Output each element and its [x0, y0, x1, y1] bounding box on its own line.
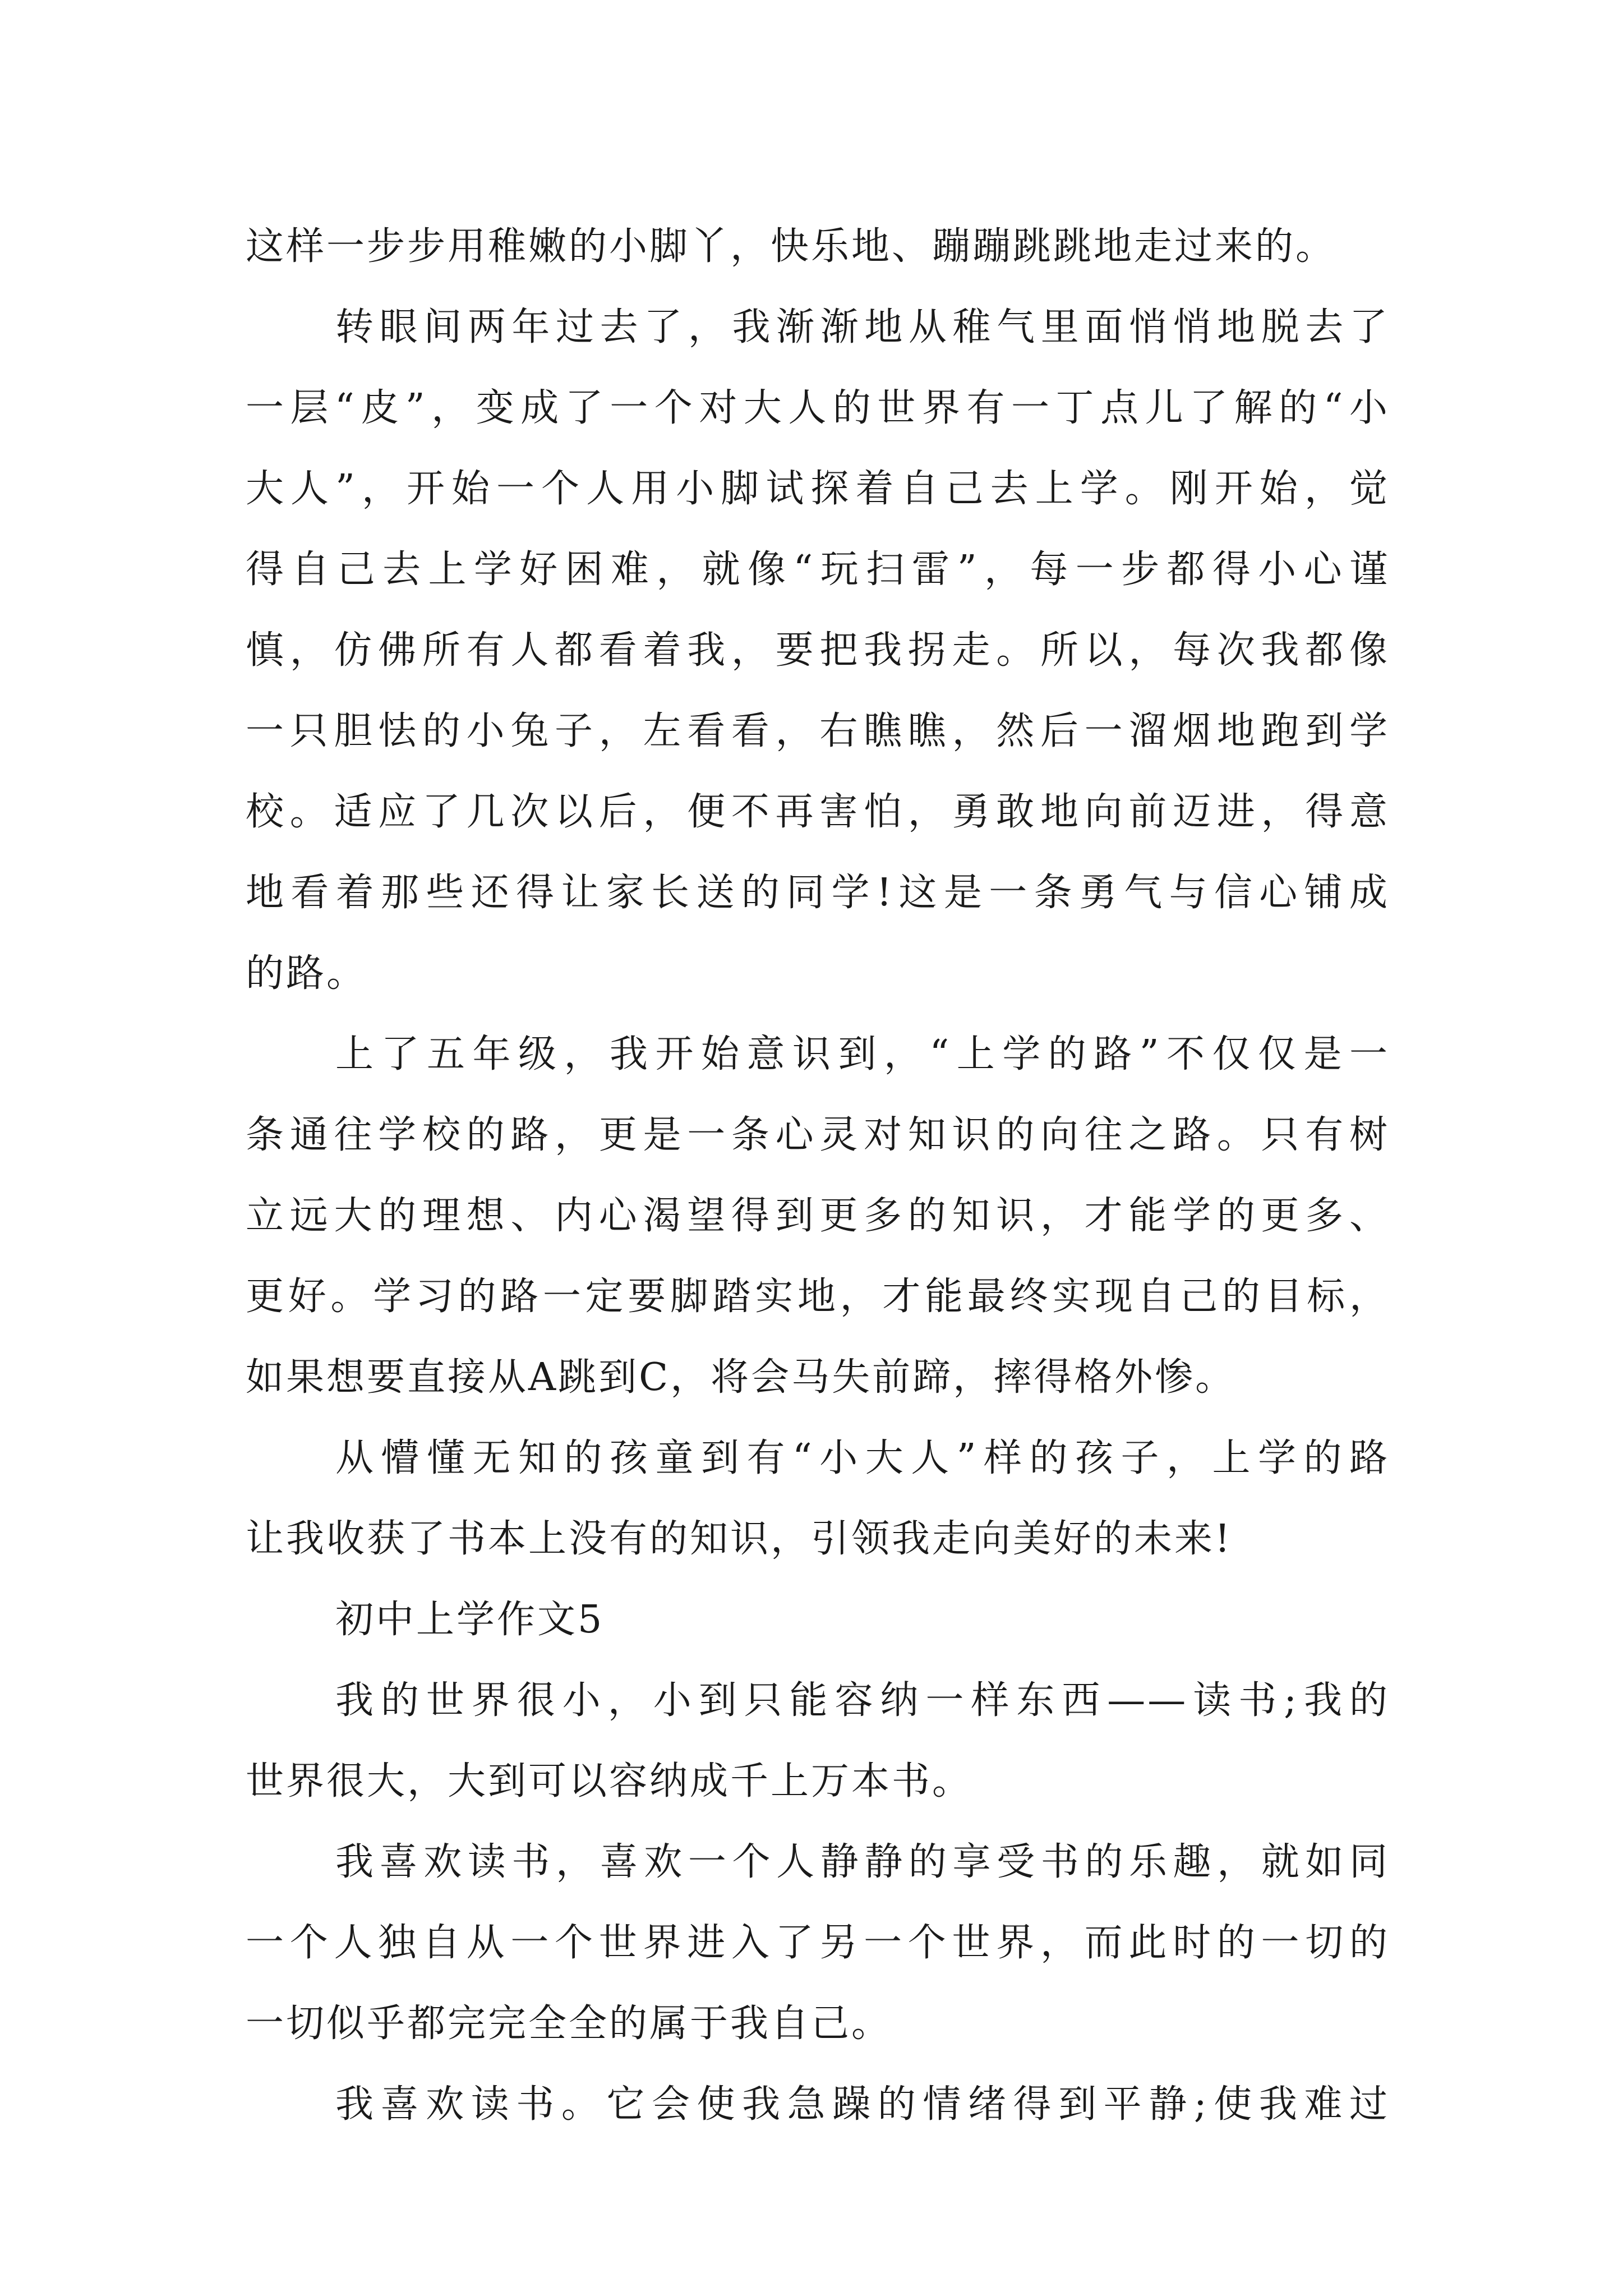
text-line: 世界很大，大到可以容纳成千上万本书。: [246, 1759, 973, 1803]
text-line: 一只胆怯的小兔子，左看看，右瞧瞧，然后一溜烟地跑到学: [246, 709, 1390, 753]
text-line: 初中上学作文5: [335, 1598, 605, 1642]
text-line: 得自己去上学好困难，就像“玩扫雷”，每一步都得小心谨: [246, 547, 1390, 592]
text-line: 校。适应了几次以后，便不再害怕，勇敢地向前迈进，得意: [246, 790, 1390, 834]
body-text: [246, 206, 1390, 2145]
text-line: 更好。学习的路一定要脚踏实地，才能最终实现自己的目标，: [246, 1274, 1390, 1319]
text-line: 上了五年级，我开始意识到，“上学的路”不仅仅是一: [335, 1032, 1390, 1076]
text-line: 大人”，开始一个人用小脚试探着自己去上学。刚开始，觉: [246, 467, 1390, 511]
text-line: 我喜欢读书。它会使我急躁的情绪得到平静;使我难过: [335, 2082, 1390, 2127]
text-line: 我的世界很小，小到只能容纳一样东西——读书;我的: [335, 1678, 1390, 1723]
text-line: 一切似乎都完完全全的属于我自己。: [246, 2001, 892, 2046]
text-line: 这样一步步用稚嫩的小脚丫，快乐地、蹦蹦跳跳地走过来的。: [246, 224, 1336, 269]
text-line: 转眼间两年过去了，我渐渐地从稚气里面悄悄地脱去了: [335, 305, 1390, 349]
text-line: 让我收获了书本上没有的知识，引领我走向美好的未来!: [246, 1517, 1233, 1561]
text-line: 的路。: [246, 951, 367, 996]
text-line: 条通往学校的路，更是一条心灵对知识的向往之路。只有树: [246, 1113, 1390, 1157]
text-line: 我喜欢读书，喜欢一个人静静的享受书的乐趣，就如同: [335, 1840, 1390, 1884]
text-line: 慎，仿佛所有人都看着我，要把我拐走。所以，每次我都像: [246, 628, 1390, 673]
text-line: 一层“皮”，变成了一个对大人的世界有一丁点儿了解的“小: [246, 386, 1390, 430]
text-line: 地看着那些还得让家长送的同学!这是一条勇气与信心铺成: [246, 871, 1390, 915]
text-line: 如果想要直接从A跳到C，将会马失前蹄，摔得格外惨。: [246, 1355, 1236, 1400]
text-line: 一个人独自从一个世界进入了另一个世界，而此时的一切的: [246, 1921, 1390, 1965]
text-line: 立远大的理想、内心渴望得到更多的知识，才能学的更多、: [246, 1194, 1390, 1238]
text-line: 从懵懂无知的孩童到有“小大人”样的孩子，上学的路: [335, 1436, 1390, 1480]
